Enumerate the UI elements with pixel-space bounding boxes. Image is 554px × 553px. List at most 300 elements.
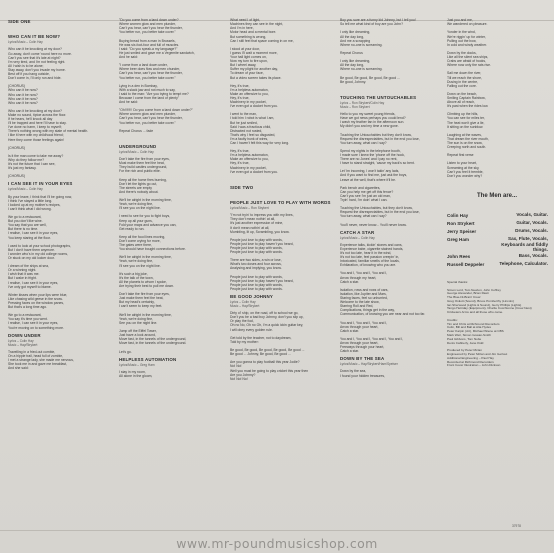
lyric-line: The sun is on the snow, bbox=[447, 141, 483, 145]
lyric-line: He was six-foot-four and full of muscles. bbox=[119, 42, 180, 47]
lyric-line: It's the talk of the town, bbox=[119, 275, 154, 280]
lyric-line: Catch a star. bbox=[340, 349, 360, 354]
lyric-block bbox=[119, 370, 223, 378]
lyric-line: Just make them feel the heat, bbox=[119, 296, 164, 301]
lyric-line: I guess I'll wait a moment more, bbox=[230, 50, 278, 55]
lyric-line: I can't think what I did wrong. bbox=[8, 206, 52, 211]
lyric-line: Arrow through your heart, bbox=[340, 341, 379, 346]
lyric-line: Who can it be knocking at my door? bbox=[8, 108, 62, 113]
lyric-line: People just love to play with words, bbox=[230, 282, 283, 287]
lyric-line: You turn away, what can I say? bbox=[340, 214, 387, 219]
lyric-line: You'll never, never know... You'll never know. bbox=[340, 222, 407, 227]
lyric-line: Listen to your heart, bbox=[447, 161, 477, 166]
lyric-line: Can't you hear, can't you hear the thunder, bbox=[119, 26, 183, 31]
lyric-line: Where no-one is screaming. bbox=[340, 42, 383, 47]
watermark-text: www.mr-poundmusicshop.com bbox=[176, 536, 378, 551]
lyric-line: So tell me what kind of boy are you John? bbox=[340, 22, 403, 27]
lyric-line: By your leave, I think that I'll be going now, bbox=[8, 194, 72, 199]
lyric-line: All I wish is to be alone; bbox=[8, 63, 44, 68]
lyric-line: Keep all the food lines moving, bbox=[119, 234, 166, 239]
lyric-line: We wandered on pleasure. bbox=[447, 22, 488, 27]
lyric-line: Request the disrespectables, but in the end you lose, bbox=[340, 136, 420, 141]
lyric-line: We'll be alright in the morning time, bbox=[119, 198, 172, 203]
lyric-line: (CHORUS) bbox=[8, 84, 25, 89]
lyric-line: Sail me down the river, bbox=[447, 71, 482, 76]
song-credit: Lyrics/Music – Hay/Strykert/Ham/Speiser bbox=[340, 362, 398, 367]
lyric-line: Request the disrespectables, but in the end you lose, bbox=[340, 210, 420, 215]
lyric-line: The gates were there, bbox=[119, 243, 152, 248]
lyric-line: It's such a big joke, bbox=[119, 271, 148, 276]
lyric-line: It's just my fantasy. bbox=[8, 166, 37, 171]
lyric-line: It's just another expression of mine, bbox=[230, 221, 284, 226]
credit-line: Tim and Chris at Richmond Recorders bbox=[447, 321, 500, 326]
lyric-line: Travelling in a fried-out combie, bbox=[8, 349, 56, 354]
member-name: Colin Hay bbox=[447, 213, 469, 219]
lyric-line: Motor head and a mental bore. bbox=[230, 30, 277, 35]
lyric-line: Are you Johnny? bbox=[230, 372, 256, 377]
lyric-line: I realise, I can see it in your eyes, bbox=[8, 321, 59, 326]
lyric-line: I realise, I can see it in your eyes, bbox=[8, 280, 59, 285]
lyric-line: What's two doses and four across, bbox=[230, 262, 282, 267]
lyric-block bbox=[340, 369, 438, 377]
lyric-line: Be good, Be good, Be good, Be good, Be good ... bbox=[230, 348, 305, 353]
lyric-line: Dirty ol' ship, on the road, off to school we go, bbox=[230, 311, 299, 316]
column-1 bbox=[8, 10, 106, 381]
credit-line: Mark Weir, Simon Gowan-Smith bbox=[447, 333, 491, 338]
lyric-line: Have we got news perhaps you could lend? bbox=[340, 116, 406, 121]
credit-line: Cricketers Arms and all those who came. bbox=[447, 310, 504, 315]
lyric-block bbox=[8, 350, 106, 370]
column-4 bbox=[340, 10, 438, 388]
song-credit: Lyrics – Colin Hay Music – Hay/Strykert bbox=[230, 300, 260, 309]
lyric-line: Experience talks, kickin' stones and cans, bbox=[340, 242, 403, 247]
lyric-line: You keep staring at the floor. bbox=[8, 235, 51, 240]
lyric-line: Boy you sure are a funny kid Johnny, but I tell you! bbox=[340, 18, 416, 23]
member-row bbox=[447, 212, 548, 220]
song-title: WHO CAN IT BE NOW? bbox=[8, 34, 61, 40]
song-title: HELPLESS AUTOMATION bbox=[119, 356, 177, 362]
lyric-line: (CHORUS) bbox=[8, 174, 25, 179]
lyric-line: Move fast, in the tunnels of the underground, bbox=[119, 337, 187, 342]
lyric-block bbox=[8, 195, 106, 330]
lyric-line: Who can it be knocking at my door? bbox=[8, 47, 62, 52]
lyric-line: I think I've stayed a little long. bbox=[8, 198, 53, 203]
lyric-line: Don't come crying for more, bbox=[119, 238, 161, 243]
lyric-line: Laughing at the waves, bbox=[447, 132, 482, 137]
member-row bbox=[447, 261, 548, 269]
lyric-line: I'm a helpless automaton, bbox=[230, 153, 269, 158]
lyric-line: What need I of light, bbox=[230, 18, 261, 23]
song-credit: Lyrics – Ron Strykert/Colin Hay Music – Ron Strykert bbox=[340, 100, 385, 109]
lyric-line: You turn away, what can I say? bbox=[340, 140, 387, 145]
lyric-line: There's nothing wrong with my state of mental health. bbox=[8, 129, 89, 134]
lyric-line: You better run, you better take cover." bbox=[119, 75, 176, 80]
lyric-line: Well you must be going to play cricket this year then bbox=[230, 368, 309, 373]
lyric-line: I've even got a docket from you. bbox=[230, 169, 278, 174]
lyric-line: We go to a restaurant, bbox=[8, 215, 42, 220]
lyric-line: I'm a faulty hunk of wires, bbox=[230, 136, 269, 141]
lyric-line: Where women glow and men plunder, bbox=[119, 22, 176, 27]
credit-line: Colin, Bill and Ball at Alta Hydes bbox=[447, 325, 492, 330]
lyric-line: Who can it be now? bbox=[8, 88, 38, 93]
member-role: Sax, Flute, Vocals, Keyboards and fiddly things. bbox=[501, 236, 548, 253]
lyric-line: Exhilaration, of knowing who you are. bbox=[340, 263, 397, 268]
lyric-line: All the day long, bbox=[340, 63, 365, 68]
lyric-line: Yeah, we're doing fine, bbox=[119, 316, 154, 321]
lyric-line: Catch a star. bbox=[340, 279, 360, 284]
lyric-line: Your hall light comes on, bbox=[230, 55, 267, 60]
member-role: Drums, Vocals. bbox=[515, 228, 548, 234]
credit-line: Front Cover Illustration – John Dickson bbox=[447, 363, 501, 368]
lyric-line: I need to see for you to fight boys, bbox=[119, 214, 171, 219]
song-credit: Lyrics/Music – Colin Hay bbox=[8, 187, 43, 192]
lyric-line: Can't you hear, can't you hear the thunder, bbox=[119, 71, 183, 76]
lyric-line: You better run, you better take cover." bbox=[119, 30, 176, 35]
song-title: CATCH A STAR bbox=[340, 229, 375, 235]
lyric-line: Tryin' hard, I'm doin' what I can. bbox=[340, 198, 388, 203]
credit-line: Special thanks: bbox=[447, 279, 468, 284]
lyric-line: Told by my mother: bbox=[230, 339, 259, 344]
lyric-line: Falling out the core. bbox=[447, 83, 477, 88]
lyric-line: But something is wrong, bbox=[230, 34, 267, 39]
lyric-line: That dream the river mouth, bbox=[447, 136, 489, 141]
lyric-line: (CHORUS) bbox=[8, 145, 25, 150]
lyric-line: Here they come those feelings again! bbox=[8, 137, 64, 142]
lyric-line: You're moving on to something more. bbox=[8, 325, 64, 330]
lyric-line: Are trying their best to pull me down. bbox=[119, 284, 175, 288]
credit-line: Peter Karpin (Art), Michael Wiene at CBS bbox=[447, 329, 504, 334]
lyric-line: Like all the silent sea ships, bbox=[447, 55, 489, 60]
song-credit: Lyrics/Music – Greg Ham bbox=[119, 362, 155, 367]
credit-line: Greg Ostiott (Sound), Bruce Pomberthy (Lincoln) bbox=[447, 298, 514, 303]
lyric-line: Down by the docks, bbox=[447, 50, 477, 55]
lyric-line: Mumbling, lit up, Scrambling, you know. bbox=[230, 229, 290, 234]
song-title: BE GOOD JOHNNY bbox=[230, 294, 274, 299]
lyric-line: I wonder who's in my old college rooms, bbox=[8, 251, 69, 256]
lyric-line: And me a scrapping bbox=[340, 38, 371, 43]
lyric-line: We'll be alright in the morning time, bbox=[119, 312, 172, 317]
lyric-block bbox=[230, 213, 334, 291]
song-credit: Lyrics/Music – Colin Hay bbox=[8, 40, 43, 45]
lyric-line: Where beer does flow and men chunder, bbox=[119, 67, 181, 72]
lyric-line: You and I, You and I, You and I, bbox=[340, 271, 388, 276]
credit-line: Ian Sherwood (Lights & Sound), Gerry Phillips (Lights) bbox=[447, 302, 522, 307]
lyric-line: Or play the fool, bbox=[230, 319, 254, 324]
lyric-line: All alone in the gloom, bbox=[119, 373, 153, 378]
lyric-line: And if you want to find me, just ask the boys, bbox=[340, 173, 408, 178]
lyric-line: Climbing up the hills, bbox=[447, 112, 479, 117]
lyric-line: People just love to play haven't you heard, bbox=[230, 241, 294, 246]
lyric-line: Who can it be now? bbox=[8, 92, 38, 97]
lyric-line: But I wheel away, bbox=[230, 63, 257, 68]
lyric-line: Can't you see I'm just an old man, bbox=[340, 193, 391, 198]
lyric-line: Let's go. bbox=[119, 349, 132, 354]
lyric-line: I'll see you on the night line. bbox=[119, 263, 161, 268]
credit-line: Additional Engineering – Paul Hay bbox=[447, 355, 494, 360]
side-heading: SIDE TWO bbox=[230, 184, 254, 190]
lyric-line: Machinery in my pocket, bbox=[230, 165, 267, 170]
lyric-line: Must make them feel the heat, bbox=[119, 161, 165, 166]
lyric-line: Who can it be now? bbox=[8, 100, 38, 105]
song-credit: Lyrics/Music – Colin Hay bbox=[340, 235, 375, 240]
lyric-line: Analysing and implying, you know. bbox=[230, 266, 282, 271]
song-title: TOUCHING THE UNTOUCHABLES bbox=[340, 94, 417, 100]
credit-line: Produced by Peter McIan bbox=[447, 348, 482, 353]
lyric-line: Dusing in the centre, bbox=[447, 79, 479, 84]
lyric-line: Catch a star. bbox=[340, 328, 360, 333]
lyric-line: With a slack jaw and not much to say, bbox=[119, 87, 176, 92]
lyric-block bbox=[447, 18, 548, 178]
lyric-line: Get ready to run. bbox=[119, 226, 145, 231]
lyric-line: It's past when the rides low. bbox=[447, 104, 489, 109]
lyric-line: Let 'im incoming, I won't takin' any lads, bbox=[340, 169, 400, 174]
member-role: Vocals, Guitar. bbox=[516, 212, 548, 218]
lyric-line: Hey, it's true, bbox=[230, 83, 250, 88]
lyric-line: Jump off the Eiffel Tower, bbox=[119, 329, 157, 334]
lyric-line: Don't take the fire from your eyes, bbox=[119, 157, 170, 162]
lyric-line: Staring faces, feel so unhurried, bbox=[340, 296, 388, 300]
column-5 bbox=[447, 10, 548, 378]
lyric-line: Creeping north and south. bbox=[447, 145, 487, 150]
lyric-line: "Oh!!!!!!!! Do you come from a land down under?" bbox=[119, 108, 193, 113]
lyric-line: Starring Roll and Red, bbox=[340, 304, 374, 309]
lyric-line: Get told by the teacher, not to daydream, bbox=[230, 335, 292, 340]
lyric-line: Crabs are afraid of hooks, bbox=[447, 59, 487, 64]
song-title: UNDERGROUND bbox=[119, 144, 157, 149]
lyric-line: I can't seem to keep my feet. bbox=[119, 304, 163, 309]
lyric-line: Is it the man come to take me away? bbox=[8, 153, 64, 158]
lyric-line: Where women glow and men plunder, bbox=[119, 112, 176, 117]
lyric-line: Don't you wonder why? bbox=[447, 173, 483, 178]
lyric-line: People just love to play haven't you heard, bbox=[230, 278, 294, 283]
lyric-line: They build castles underground, bbox=[119, 165, 168, 170]
lyric-line: Down by the sea, bbox=[340, 369, 367, 374]
lyric-line: Keep up all your guns, bbox=[119, 218, 153, 223]
lyric-line: Isolation, rows and rows of cars, bbox=[340, 287, 389, 292]
member-name: Greg Ham bbox=[447, 237, 469, 243]
song-credit: Lyrics/Music – Colin Hay bbox=[119, 150, 154, 154]
member-row bbox=[447, 253, 548, 261]
lyric-line: I only like dreaming, bbox=[340, 30, 371, 35]
song-list bbox=[119, 143, 223, 378]
lyric-line: But he just smiled, bbox=[230, 120, 258, 125]
member-list bbox=[447, 212, 548, 269]
lyric-line: Yeah, we're doing fine, bbox=[119, 259, 154, 264]
lyric-line: Yeah, we're doing fine, bbox=[119, 202, 154, 207]
lyric-line: You better run, you better take cover." bbox=[119, 120, 176, 125]
lyric-line: Down on the beach, bbox=[447, 91, 478, 96]
lyric-line: I told him I robot is what I am, bbox=[230, 116, 275, 121]
lyric-line: Distracted not rusted, bbox=[230, 128, 263, 133]
member-name: Ron Strykert bbox=[447, 221, 475, 227]
lyric-line: Repeat Chorus bbox=[340, 50, 363, 55]
lyric-line: I looked up at my mother's recipes, bbox=[8, 202, 61, 207]
lyric-line: Winter kisses when your lips were blue, bbox=[8, 292, 68, 297]
column-3 bbox=[230, 10, 334, 391]
song-title: PEOPLE JUST LOVE TO PLAY WITH WORDS bbox=[230, 200, 331, 206]
lyric-line: I said: "Do you speak-a my language?" bbox=[119, 46, 178, 51]
lyric-line: Don't come in, I'll only run and hide. bbox=[8, 76, 62, 81]
lyric-line: Or stuck on my old locker door. bbox=[8, 255, 55, 260]
lyric-line: Park bench and cigarettes, bbox=[340, 185, 381, 190]
lyric-block bbox=[119, 157, 223, 354]
lyric-line: Lying in a den in Bombay, bbox=[119, 83, 158, 88]
lyric-line: "Do you come from a land down under? bbox=[119, 18, 179, 23]
lyric-line: My didn't you and my time a new gone. bbox=[340, 124, 399, 129]
lyric-line: Complications, things get in the way, bbox=[340, 308, 395, 313]
lyric-line: Communication, of knowing you are near and not too far. bbox=[340, 312, 426, 317]
lyric-line: I will obey every golden rule. bbox=[230, 327, 273, 332]
member-row bbox=[447, 236, 548, 253]
member-role: Bass, Vocals. bbox=[518, 252, 548, 258]
lyric-line: I found your hidden treasures, bbox=[340, 373, 386, 378]
credit-line: Credits: bbox=[447, 317, 458, 322]
lyric-line: I used to look at your school photographs, bbox=[8, 243, 71, 248]
credit-line: Denis Cabberly, Jane Kidd bbox=[447, 340, 484, 345]
lyric-line: Till we reach the shore, bbox=[447, 75, 482, 80]
lyric-line: Spend my nights in the telephone booth, bbox=[340, 148, 401, 153]
lyric-line: People just love to play with words, bbox=[230, 245, 283, 250]
lyric-line: Fold your maps and advance you can, bbox=[119, 222, 177, 227]
lyric-line: And there's nobody about. bbox=[119, 189, 159, 194]
lyric-line: Freeways through your heart, bbox=[340, 345, 385, 350]
lyric-block bbox=[119, 18, 223, 133]
lyric-line: We go to a restaurant, bbox=[8, 313, 42, 318]
lyric-line: Above all of reach, bbox=[447, 100, 476, 105]
lyric-line: There are two sides, a win or lose, bbox=[230, 258, 282, 263]
lyric-line: You say that you are well, bbox=[8, 223, 47, 228]
lyric-line: Leave at the well, that's where it'll be. bbox=[340, 177, 396, 182]
lyric-line: Hello to you my sweet young friends, bbox=[340, 112, 396, 117]
lyric-line: Don't take the fire from your eyes, bbox=[119, 292, 170, 297]
lyric-line: Just you and me, bbox=[447, 18, 473, 23]
lyric-line: I wish that it was me. bbox=[8, 272, 40, 277]
lyric-line: I like it here with my childhood friend; bbox=[8, 133, 64, 138]
lyric-line: But I wake in fright. bbox=[8, 276, 37, 281]
member-name: John Rees bbox=[447, 253, 471, 259]
lyric-line: See you on the night line. bbox=[119, 320, 158, 325]
song-title: DOWN BY THE SEA bbox=[340, 356, 385, 362]
lyric-line: Or a winning night. bbox=[8, 268, 37, 273]
lyric-line: I stay in my room, bbox=[119, 369, 146, 374]
lyric-line: You should have bought connections before. bbox=[119, 247, 186, 252]
song-title: DOWN UNDER bbox=[8, 332, 41, 338]
lyric-line: It's not too late, feel passion creepin' in, bbox=[340, 255, 400, 260]
lyric-line: Like chasing wild geese in the snow. bbox=[8, 296, 63, 301]
lyric-block bbox=[340, 18, 438, 84]
lyric-line: People just love to play with words. bbox=[230, 250, 283, 255]
lyric-line: On a hippie trail, head full of zombie, bbox=[8, 353, 64, 358]
lyric-line: Can't you feel it tremble, bbox=[447, 169, 484, 174]
lyric-line: Machinery in my pocket, bbox=[230, 100, 267, 105]
lyric-line: Pressing faces on the window panes, bbox=[8, 301, 64, 305]
lyric-line: The heat won't give a lie, bbox=[447, 120, 485, 125]
lyric-line: Isolation, like Jupiter and Mars, bbox=[340, 291, 387, 296]
lyric-line: Can I still feel that space coming in on me, bbox=[230, 38, 294, 43]
lyric-line: Welcome to the late show, bbox=[340, 300, 380, 305]
lyric-line: And he said: bbox=[119, 100, 138, 105]
credit-line: Simon Lord, Tom Newton, John Coffrey bbox=[447, 287, 501, 292]
lyric-line: I realise, I can see it in your eyes, bbox=[8, 231, 59, 236]
member-name: Russell Deppeler bbox=[447, 261, 485, 267]
song-list bbox=[8, 33, 106, 370]
member-name: Jerry Speiser bbox=[447, 229, 477, 235]
lyric-line: Can't you hear, can't you hear the thunder, bbox=[119, 116, 183, 121]
lyric-block bbox=[340, 112, 438, 227]
lyric-line: "I come from a land down under, bbox=[119, 63, 168, 68]
lyric-line: Make an offensive to you, bbox=[230, 157, 269, 162]
member-row bbox=[447, 220, 548, 228]
lyric-line: Just have a look around, bbox=[119, 333, 156, 338]
credit-line: The Blue-Ni-Brain' Crew: bbox=[447, 295, 482, 300]
lyric-line: Don't you be a bad boy Johnny, don't you slip up, bbox=[230, 315, 304, 320]
lyric-line: You and I, You and I, You and I, bbox=[340, 320, 388, 325]
member-row bbox=[447, 228, 548, 236]
lyric-line: For the rich and public elite. bbox=[119, 169, 161, 174]
lyric-line: I dream of the ships at sea, bbox=[8, 264, 49, 269]
lyric-line: Hey, it's true, bbox=[230, 149, 250, 154]
lyric-line: I'm very tired, and I'm not feeling right. bbox=[8, 59, 66, 64]
lyric-line: Oh no No, Oh no Oh, I'm a quick ickin guitar key, bbox=[230, 323, 304, 328]
lyric-line: Arrow through my heart, bbox=[340, 275, 377, 280]
lyric-line: She took me in and gave me breakfast, bbox=[8, 362, 67, 367]
lyric-line: It's not too late, hear it in the wind, bbox=[340, 250, 392, 255]
lyric-line: Where no-one is screaming. bbox=[340, 67, 383, 72]
lyric-line: Hey, it's true, bbox=[230, 161, 250, 166]
lyric-line: I made sure I knew the 'phone off the hook, bbox=[340, 153, 405, 157]
credit-line: Tango Hetriday (Equipment), Charlie Cucchionne (Crew Nest) bbox=[447, 306, 532, 311]
lyric-line: Are you gonna to play football this year Jodie? bbox=[230, 360, 300, 365]
lyric-line: Machines they can see in the night, bbox=[230, 22, 284, 27]
lyric-line: I'm a helpless automaton, bbox=[230, 87, 269, 92]
credit-line: Engineered by Peter McIan and Jim Gerlout bbox=[447, 352, 508, 357]
song-credit: Lyrics – Colin Hay Music – Hay/Strykert bbox=[8, 338, 38, 347]
lyric-line: I've even got a docket from you. bbox=[230, 104, 278, 109]
lyric-line: No! No! No! bbox=[230, 376, 248, 381]
lyric-line: Can you help me get off this fence? bbox=[340, 189, 394, 194]
credit-line: Paul Gibbons, Tom Nolte bbox=[447, 336, 482, 341]
lyric-line: Where now only the rats rise. bbox=[447, 63, 491, 68]
lyric-line: Why do they follow me? bbox=[8, 158, 44, 162]
lyric-line: Be good, Be good, Be good, Be good ... bbox=[340, 75, 400, 80]
lyric-line: I wash my feather fan in the afternoon sun. bbox=[340, 120, 405, 125]
lyric-line: Repeat Chorus ... fade bbox=[119, 128, 154, 133]
lyric-block bbox=[340, 243, 438, 354]
lyric-line: Can I haven't felt this way for very long. bbox=[230, 141, 290, 145]
lyric-line: Buying bread from a man in Brussels, bbox=[119, 38, 176, 43]
lyric-line: I've only got myself to blame. bbox=[8, 284, 52, 289]
lyric-line: Can't you see that it's late at night? bbox=[8, 55, 61, 60]
lyric-line: But a video screen takes its place. bbox=[230, 75, 282, 80]
lyric-line: Touching the Untouchables but they don't know, bbox=[340, 132, 412, 137]
lyric-line: People just love to play with words, bbox=[230, 274, 283, 279]
lyric-line: If he hears, he'll knock all day bbox=[8, 117, 53, 122]
lyric-line: And she said: bbox=[8, 366, 29, 371]
lyric-line: Who can it be now? bbox=[8, 96, 38, 101]
credits-block bbox=[447, 281, 548, 368]
lyric-line: They don't mean nothin' at all, bbox=[230, 217, 276, 222]
lyric-line: We're riggin' up for winter, bbox=[447, 34, 486, 39]
lyric-line: We'll be alright in the morning time, bbox=[119, 255, 172, 260]
lyric-line: Move fast, in the tunnels of the underground. bbox=[119, 341, 187, 346]
lyric-line: All the day long, bbox=[340, 34, 365, 39]
side-heading: SIDE ONE bbox=[8, 19, 31, 25]
lyric-line: You and I, You and I, You and I, You and I, bbox=[340, 336, 404, 341]
lyric-block bbox=[230, 311, 334, 381]
lyric-line: Hey, it's true, bbox=[230, 95, 250, 100]
lyric-line: Now my turn to fire upon, bbox=[230, 59, 268, 64]
lyric-line: People just love to play with words. bbox=[230, 286, 283, 291]
